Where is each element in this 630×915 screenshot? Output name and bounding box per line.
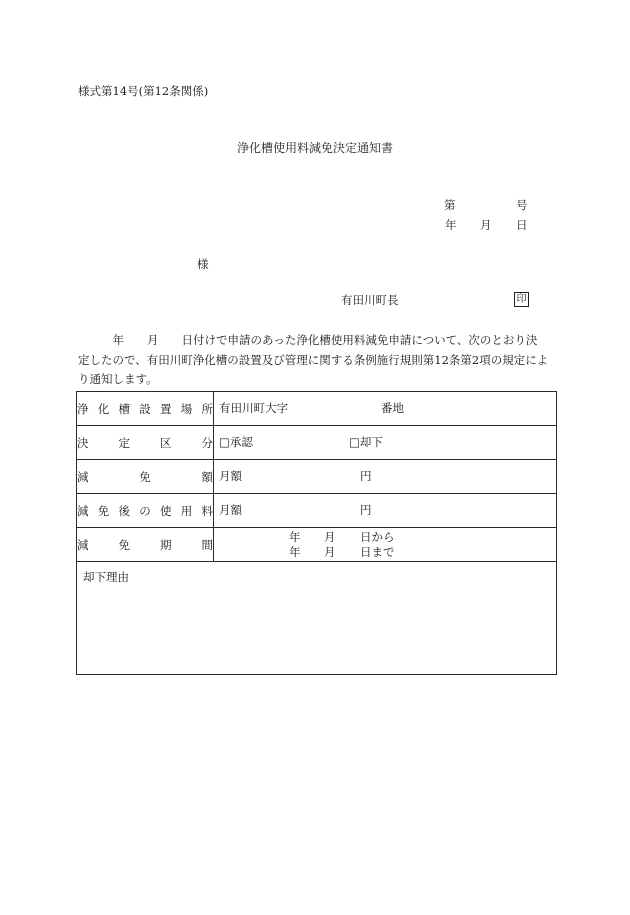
rejection-reason-label: 却下理由 — [83, 570, 129, 584]
label-decision — [77, 426, 214, 460]
value-reduction-amount[interactable] — [214, 460, 557, 494]
label-char: 減 — [77, 469, 89, 484]
label-location — [77, 392, 214, 426]
date-month-label: 月 — [480, 218, 492, 232]
sender-title: 有田川町長 — [341, 293, 399, 307]
label-char: 浄 — [77, 401, 89, 416]
from-day: 日から — [360, 530, 395, 544]
label-char: 区 — [160, 435, 172, 450]
row-location — [77, 392, 557, 426]
label-char: 用 — [180, 503, 193, 518]
label-char: 免 — [97, 503, 110, 518]
label-char: 免 — [118, 537, 130, 552]
reduction-table — [76, 391, 557, 675]
doc-number-label: 第 — [444, 198, 456, 212]
label-char: 場 — [180, 401, 193, 416]
yen-unit: 円 — [360, 469, 372, 483]
monthly-label: 月額 — [219, 469, 242, 483]
label-char: 後 — [118, 503, 130, 518]
to-month: 月 — [324, 545, 336, 559]
value-decision — [214, 426, 557, 460]
label-char: 設 — [139, 401, 151, 416]
date-day-label: 日 — [516, 218, 528, 232]
form-number: 様式第14号(第12条関係) — [78, 84, 209, 98]
row-fee-after — [77, 494, 557, 528]
to-day: 日まで — [360, 545, 395, 559]
row-decision — [77, 426, 557, 460]
label-fee-after — [77, 494, 214, 528]
rejection-reason-field[interactable] — [77, 562, 557, 675]
label-char: 槽 — [118, 401, 130, 416]
from-month: 月 — [324, 530, 336, 544]
label-char: の — [139, 503, 151, 518]
document-title: 浄化槽使用料減免決定通知書 — [236, 141, 393, 155]
label-char: 期 — [160, 537, 172, 552]
seal-stamp: 印 — [514, 292, 529, 307]
approve-checkbox[interactable]: □承認 — [219, 435, 253, 449]
value-fee-after[interactable] — [214, 494, 557, 528]
label-reduction-amount — [77, 460, 214, 494]
label-char: 所 — [201, 401, 213, 416]
body-line-2: 定したので、有田川町浄化槽の設置及び管理に関する条例施行規則第12条第2項の規定によ — [78, 352, 549, 367]
monthly-label: 月額 — [219, 503, 242, 517]
label-char: 額 — [201, 469, 213, 484]
label-char: 化 — [97, 401, 110, 416]
label-char: 置 — [160, 401, 172, 416]
label-char: 定 — [118, 435, 130, 450]
to-year: 年 — [289, 545, 301, 559]
label-char: 料 — [201, 503, 213, 518]
row-reduction-amount — [77, 460, 557, 494]
from-year: 年 — [289, 530, 301, 544]
yen-unit: 円 — [360, 503, 372, 517]
label-char: 分 — [201, 435, 213, 450]
label-char: 免 — [139, 469, 151, 484]
body-line-3: り通知します。 — [78, 372, 158, 386]
label-char: 使 — [160, 503, 172, 518]
body-line-1: 年 月 日付けで申請のあった浄化槽使用料減免申請について、次のとおり決 — [78, 333, 538, 347]
label-char: 減 — [77, 503, 89, 518]
row-period — [77, 528, 557, 562]
value-location[interactable] — [214, 392, 557, 426]
label-period — [77, 528, 214, 562]
town-prefix: 有田川町大字 — [219, 401, 288, 415]
row-remarks — [77, 562, 557, 675]
banchi-suffix: 番地 — [381, 401, 404, 415]
reject-checkbox[interactable]: □却下 — [349, 435, 383, 449]
label-char: 決 — [77, 435, 89, 450]
date-year-label: 年 — [445, 218, 457, 232]
addressee-honorific: 様 — [197, 257, 209, 271]
label-char: 減 — [77, 537, 89, 552]
label-char: 間 — [201, 537, 213, 552]
doc-number-suffix: 号 — [516, 198, 528, 212]
body-paragraph — [78, 331, 556, 390]
value-period[interactable] — [214, 528, 557, 562]
